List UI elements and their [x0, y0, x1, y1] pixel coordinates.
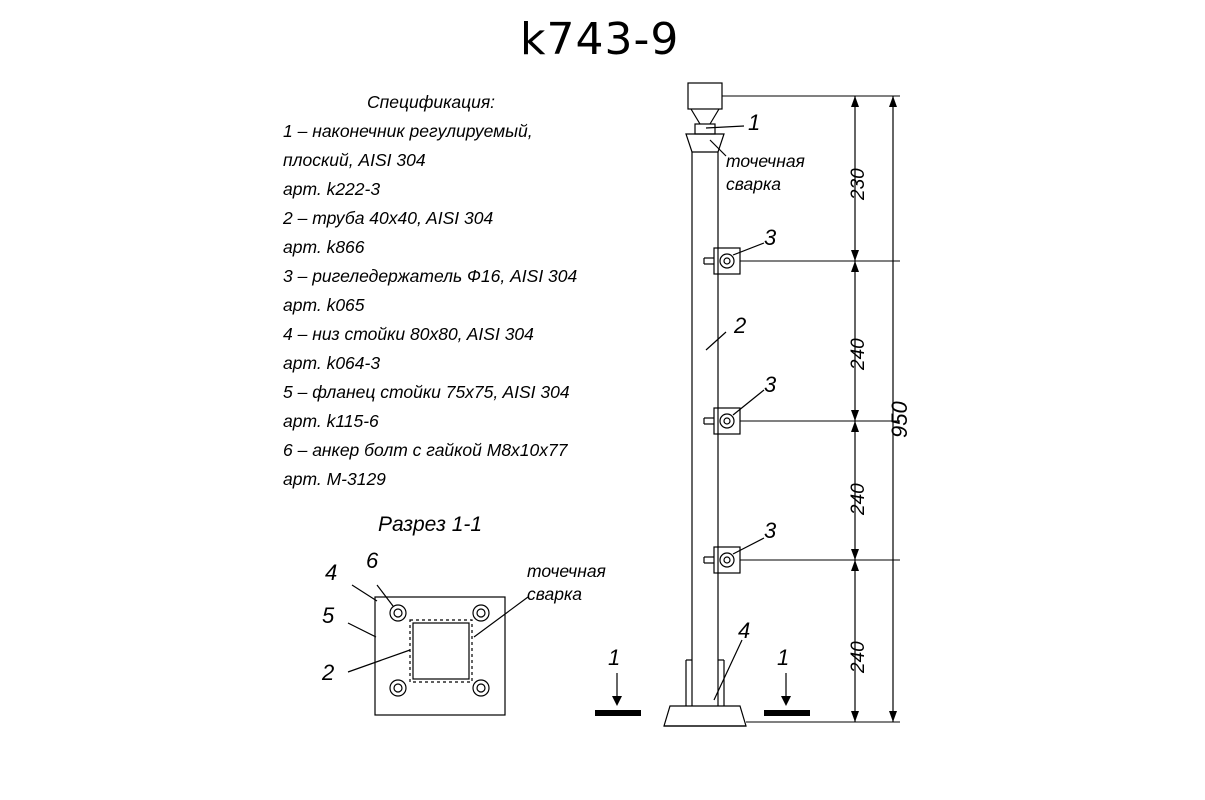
section-tube-inner [413, 623, 469, 679]
spec-line: арт. k115-6 [283, 411, 379, 431]
rail-holder-top [704, 248, 740, 274]
specification-heading: Спецификация: [367, 92, 496, 112]
callout-3-top: 3 [764, 225, 777, 250]
leader-sec-4 [352, 585, 377, 601]
callout-4-section: 4 [325, 560, 338, 585]
callout-3-bottom: 3 [764, 518, 777, 543]
leader-1 [706, 126, 744, 128]
leader-2 [706, 332, 726, 350]
leader-3-bottom [733, 538, 764, 554]
weld-note-main [726, 150, 805, 196]
section-marker-right [764, 673, 810, 716]
callout-5-section: 5 [322, 603, 335, 628]
dim-label-950: 950 [887, 401, 912, 438]
dim-label-240-c: 240 [848, 641, 869, 673]
callout-1-main: 1 [748, 110, 761, 135]
spec-line: 6 – анкер болт с гайкой M8x10x77 [283, 440, 568, 460]
rail-holder-middle [704, 408, 740, 434]
section-marker-left [595, 673, 641, 716]
spec-line: арт. k866 [283, 237, 365, 257]
section-marker-right-label: 1 [777, 645, 790, 670]
leader-sec-6 [377, 585, 393, 606]
leader-3-top [733, 243, 764, 255]
weld-note-main-line1: точечная [726, 151, 805, 171]
tip-body [688, 83, 722, 109]
weld-note-section-line2: сварка [527, 584, 582, 604]
weld-note-section [527, 560, 606, 606]
spec-line: арт. M-3129 [283, 469, 386, 489]
section-tube-outline [410, 620, 472, 682]
dim-label-240-b: 240 [848, 483, 869, 515]
weld-note-section-line1: точечная [527, 561, 606, 581]
callout-2-section: 2 [322, 660, 335, 685]
anchor-bolt-bl [390, 680, 406, 696]
leader-sec-2 [348, 650, 410, 672]
callout-2-main: 2 [734, 313, 747, 338]
spec-line: 4 – низ стойки 80x80, AISI 304 [283, 324, 534, 344]
spec-line: арт. k065 [283, 295, 365, 315]
anchor-bolt-tl [390, 605, 406, 621]
weld-note-main-line2: сварка [726, 174, 781, 194]
spec-line: арт. k222-3 [283, 179, 381, 199]
page-title: k743-9 [520, 14, 680, 65]
section-view-title: Разрез 1-1 [378, 513, 483, 536]
weld-collar [686, 134, 724, 152]
spec-line: 5 – фланец стойки 75x75, AISI 304 [283, 382, 570, 402]
spec-line: 2 – труба 40x40, AISI 304 [283, 208, 494, 228]
base-flange [664, 706, 746, 726]
anchor-bolt-tr [473, 605, 489, 621]
callout-4-main: 4 [738, 618, 751, 643]
anchor-bolt-br [473, 680, 489, 696]
spec-line: плоский, AISI 304 [283, 150, 426, 170]
callout-6-section: 6 [366, 548, 379, 573]
rail-holder-bottom [704, 547, 740, 573]
dim-label-230: 230 [848, 168, 869, 200]
spec-line: арт. k064-3 [283, 353, 381, 373]
dim-label-240-a: 240 [848, 338, 869, 370]
callout-3-middle: 3 [764, 372, 777, 397]
tip-stem [695, 124, 715, 134]
spec-line: 1 – наконечник регулируемый, [283, 121, 533, 141]
spec-line: 3 – ригеледержатель Ф16, AISI 304 [283, 266, 578, 286]
leader-sec-5 [348, 623, 376, 637]
section-marker-left-label: 1 [608, 645, 621, 670]
leader-3-mid [733, 390, 764, 415]
